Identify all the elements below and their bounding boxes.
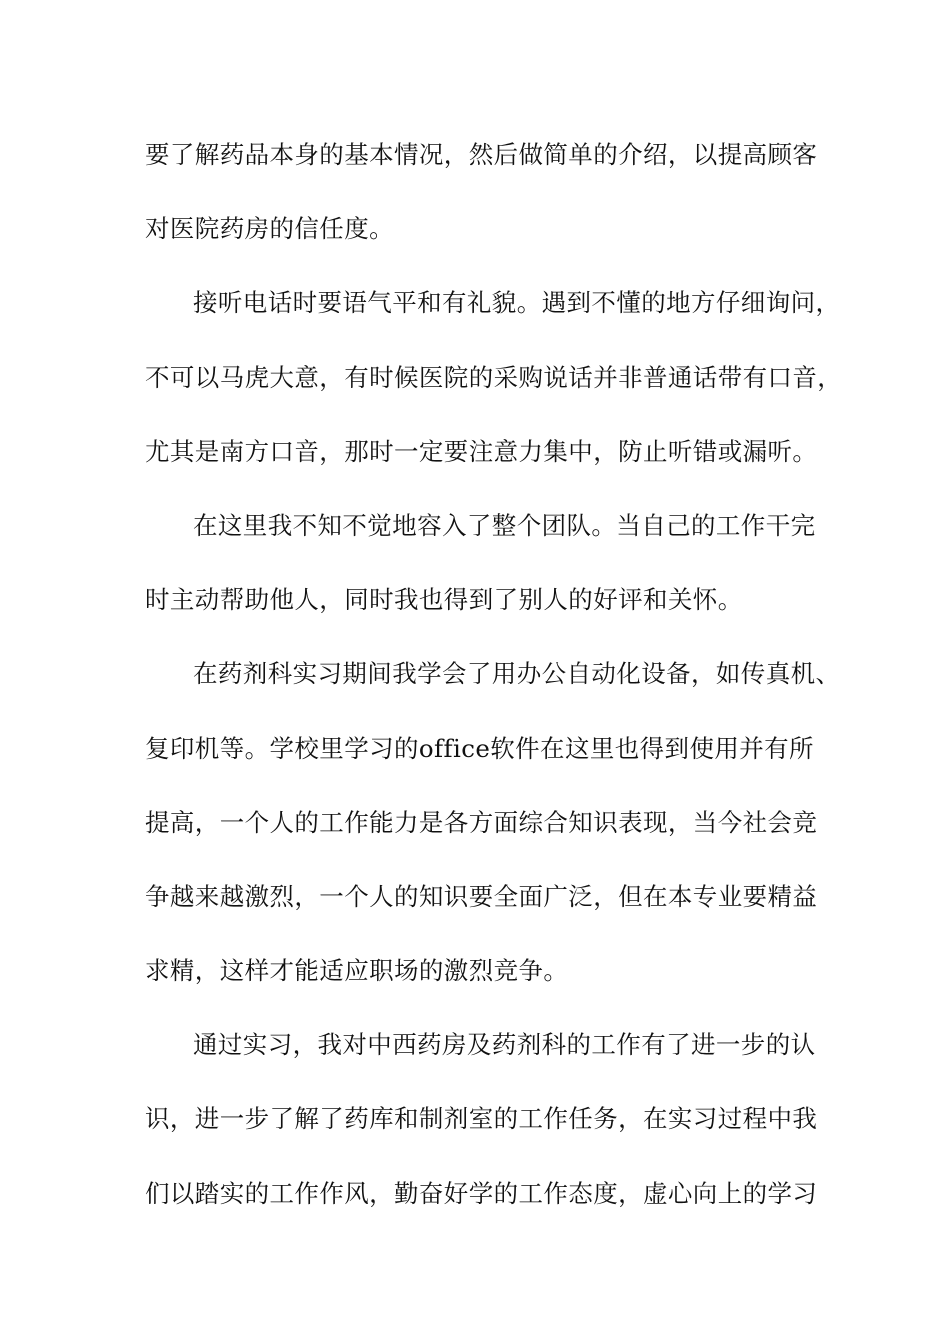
text-line: 在这里我不知不觉地容入了整个团队。当自己的工作干完 — [193, 510, 816, 540]
text-line: 不可以马虎大意，有时候医院的采购说话并非普通话带有口音， — [145, 362, 843, 392]
text-line: 在药剂科实习期间我学会了用办公自动化设备，如传真机、 — [193, 659, 841, 689]
text-line: 争越来越激烈，一个人的知识要全面广泛，但在本专业要精益 — [145, 881, 818, 911]
paragraph-p5 — [145, 1008, 818, 1231]
text-line: 尤其是南方口音，那时一定要注意力集中，防止听错或漏听。 — [145, 436, 818, 466]
paragraph-p3 — [145, 489, 816, 637]
paragraph-p2 — [145, 266, 843, 489]
paragraph-p1 — [145, 118, 818, 266]
text-line: 接听电话时要语气平和有礼貌。遇到不懂的地方仔细询问， — [193, 288, 841, 318]
document-body — [145, 118, 843, 1231]
text-line: 时主动帮助他人，同时我也得到了别人的好评和关怀。 — [145, 585, 743, 615]
text-line: 对医院药房的信任度。 — [145, 214, 394, 244]
text-line: 识，进一步了解了药库和制剂室的工作任务，在实习过程中我 — [145, 1104, 818, 1134]
text-line: 要了解药品本身的基本情况，然后做简单的介绍，以提高顾客 — [145, 140, 818, 169]
paragraph-p4 — [145, 637, 841, 1008]
text-line: 通过实习，我对中西药房及药剂科的工作有了进一步的认 — [193, 1030, 816, 1060]
text-line: 们以踏实的工作作风，勤奋好学的工作态度，虚心向上的学习 — [145, 1178, 818, 1208]
text-line: 求精，这样才能适应职场的激烈竞争。 — [145, 956, 569, 986]
text-line: 复印机等。学校里学习的office软件在这里也得到使用并有所 — [145, 733, 814, 763]
text-line: 提高，一个人的工作能力是各方面综合知识表现，当今社会竞 — [145, 807, 818, 837]
